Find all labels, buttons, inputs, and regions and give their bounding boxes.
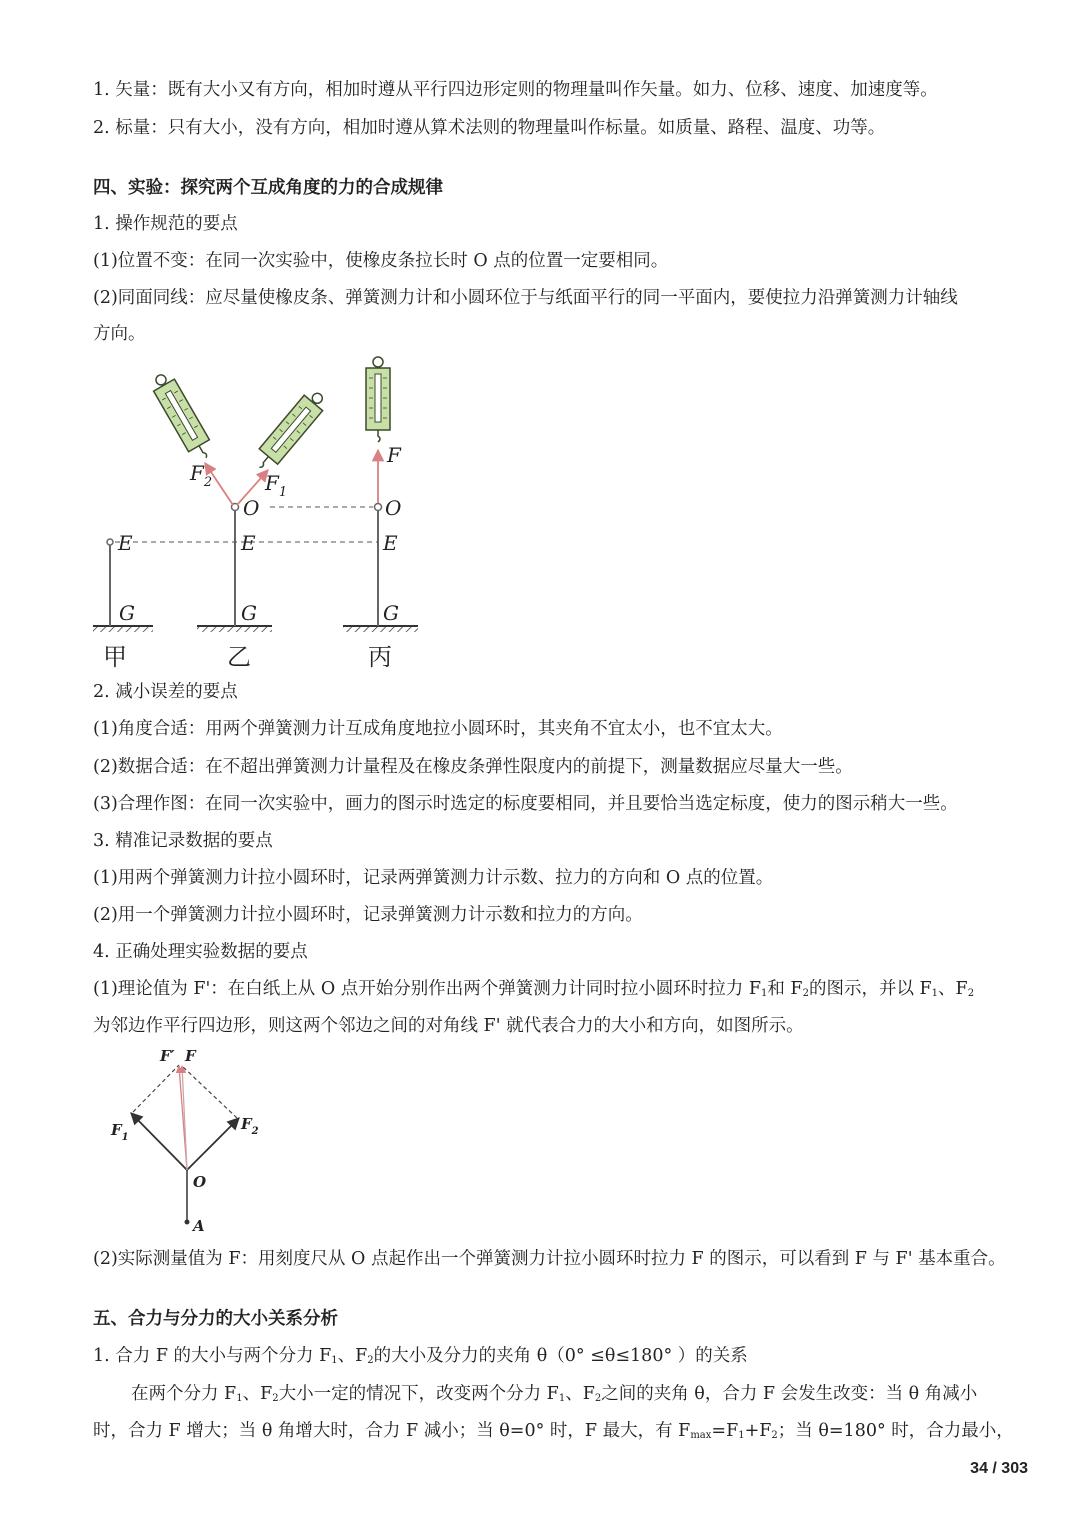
page-number: 34 / 303 bbox=[970, 1460, 1028, 1477]
text-line-same-plane-2: 方向。 bbox=[93, 324, 146, 344]
parallelogram-figure bbox=[105, 1045, 275, 1235]
ground-yi bbox=[197, 626, 272, 632]
subheading-record: 3. 精准记录数据的要点 bbox=[93, 831, 273, 851]
text-line-data: (2)数据合适：在不超出弹簧测力计量程及在橡皮条弹性限度内的前提下，测量数据应尽量大一些。 bbox=[93, 757, 853, 777]
label-a: A bbox=[193, 1217, 205, 1235]
ring-bing bbox=[375, 504, 382, 511]
section-heading-experiment: 四、实验：探究两个互成角度的力的合成规律 bbox=[93, 178, 443, 198]
text-line-paragraph-2: 时，合力 F 增大；当 θ 角增大时，合力 F 减小；当 θ=0° 时，F 最大，有 $F_{max}=F_1+F_2$；当 θ=180° 时，合力最小， bbox=[93, 1421, 1014, 1441]
label-f1: $F_1$ bbox=[265, 471, 288, 500]
text-line-measured: (2)实际测量值为 F：用刻度尺从 O 点起作出一个弹簧测力计拉小圆环时拉力 F 的图示，可以看到 F 与 F' 基本重合。 bbox=[93, 1249, 1006, 1269]
text-line-relation: 1. 合力 F 的大小与两个分力 $F_1$、$F_2$的大小及分力的夹角 θ（0° ≤θ≤180° ）的关系 bbox=[93, 1346, 748, 1366]
label-g-jia: G bbox=[119, 601, 135, 625]
label-f: F bbox=[387, 443, 401, 467]
ground-bing bbox=[343, 626, 418, 632]
label-g-yi: G bbox=[241, 601, 257, 625]
panel-label-yi: 乙 bbox=[227, 643, 251, 671]
text-line-record-one: (2)用一个弹簧测力计拉小圆环时，记录弹簧测力计示数和拉力的方向。 bbox=[93, 905, 643, 925]
text-line-position: (1)位置不变：在同一次实验中，使橡皮条拉长时 O 点的位置一定要相同。 bbox=[93, 251, 669, 271]
experiment-figure bbox=[85, 350, 435, 675]
label-f2: $F_2$ bbox=[190, 461, 213, 490]
ground-jia bbox=[93, 626, 153, 632]
label-f-measured: F bbox=[185, 1047, 196, 1065]
label-f-prime: F′ bbox=[160, 1047, 175, 1065]
spring-scale-right bbox=[250, 387, 329, 475]
text-line-scalar-definition: 2. 标量：只有大小，没有方向，相加时遵从算术法则的物理量叫作标量。如质量、路程、温度、功等。 bbox=[93, 118, 886, 138]
text-line-same-plane-1: (2)同面同线：应尽量使橡皮条、弹簧测力计和小圆环位于与纸面平行的同一平面内，要使拉力沿弹簧测力计轴线 bbox=[93, 288, 958, 308]
label-g-bing: G bbox=[383, 601, 399, 625]
label-e-yi: E bbox=[241, 531, 256, 555]
spring-scale-vertical bbox=[366, 357, 390, 442]
label-o-yi: O bbox=[243, 496, 260, 520]
dashed-side-left bbox=[133, 1065, 179, 1112]
dashed-side-right bbox=[181, 1065, 237, 1118]
text-line-vector-definition: 1. 矢量：既有大小又有方向，相加时遵从平行四边形定则的物理量叫作矢量。如力、位移、速度、加速度等。 bbox=[93, 80, 938, 100]
subheading-operation: 1. 操作规范的要点 bbox=[93, 214, 238, 234]
text-line-angle: (1)角度合适：用两个弹簧测力计互成角度地拉小圆环时，其夹角不宜太小，也不宜太大。 bbox=[93, 719, 783, 739]
text-line-drawing: (3)合理作图：在同一次实验中，画力的图示时选定的标度要相同，并且要恰当选定标度，使力的图示稍大一些。 bbox=[93, 794, 958, 814]
spring-scale-left bbox=[148, 370, 216, 464]
panel-label-jia: 甲 bbox=[103, 643, 127, 671]
label-f1-vec: $F_1$ bbox=[111, 1121, 129, 1143]
panel-label-bing: 丙 bbox=[368, 643, 392, 671]
arrow-f1-vec bbox=[131, 1113, 187, 1170]
text-line-theoretical-1: (1)理论值为 F'：在白纸上从 O 点开始分别作出两个弹簧测力计同时拉小圆环时拉力 $F_1$和 $F_2$的图示，并以 $F_1$、$F_2$ bbox=[93, 979, 975, 999]
text-line-paragraph-1: 在两个分力 $F_1$、$F_2$大小一定的情况下，改变两个分力 $F_1$、$F_2$之间的夹角 θ，合力 F 会发生改变：当 θ 角减小 bbox=[131, 1384, 978, 1404]
text-line-record-two: (1)用两个弹簧测力计拉小圆环时，记录两弹簧测力计示数、拉力的方向和 O 点的位置。 bbox=[93, 868, 774, 888]
text-line-theoretical-2: 为邻边作平行四边形，则这两个邻边之间的对角线 F' 就代表合力的大小和方向，如图所示。 bbox=[93, 1016, 804, 1036]
subheading-processing: 4. 正确处理实验数据的要点 bbox=[93, 942, 308, 962]
label-e-jia: E bbox=[118, 531, 133, 555]
point-a bbox=[185, 1220, 190, 1225]
label-f2-vec: $F_2$ bbox=[241, 1115, 259, 1137]
label-e-bing: E bbox=[383, 531, 398, 555]
subheading-error: 2. 减小误差的要点 bbox=[93, 682, 238, 702]
ring-jia bbox=[107, 539, 113, 545]
section-heading-resultant: 五、合力与分力的大小关系分析 bbox=[93, 1309, 338, 1329]
label-o-bing: O bbox=[385, 496, 402, 520]
arrow-f2-vec bbox=[187, 1118, 239, 1170]
label-o-vec: O bbox=[193, 1173, 207, 1191]
